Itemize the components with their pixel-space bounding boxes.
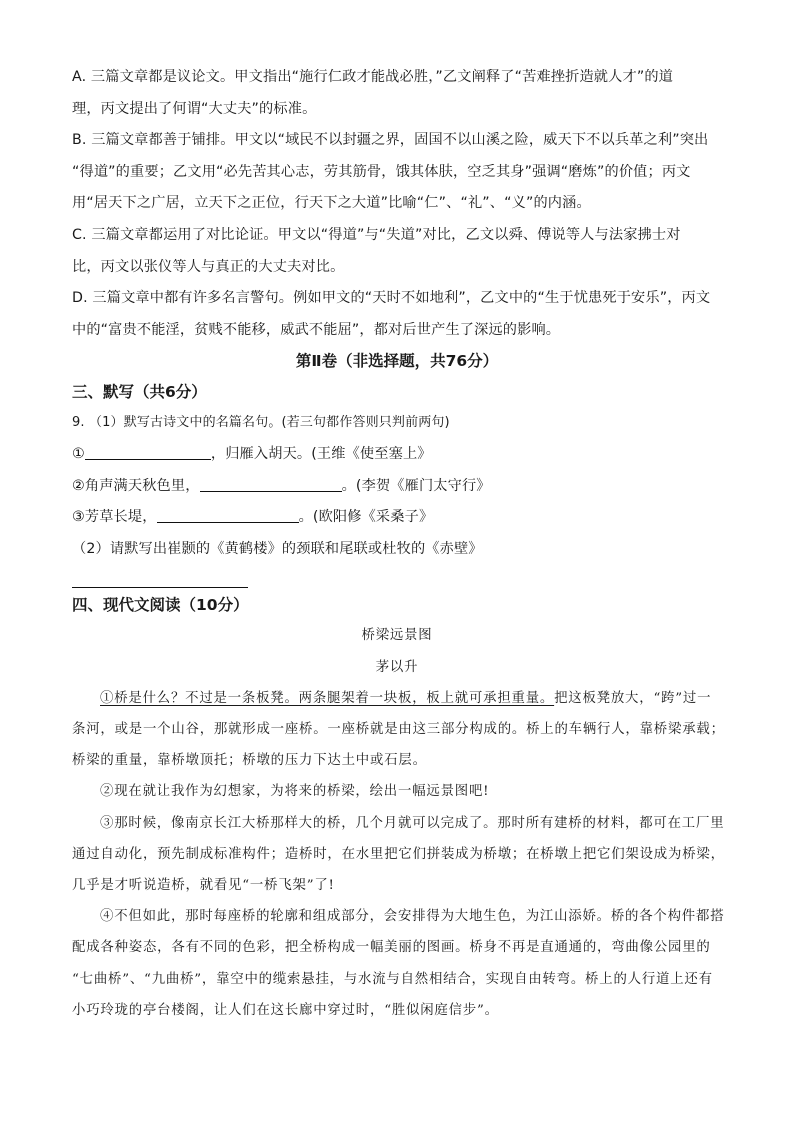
answer-line[interactable] — [72, 587, 248, 588]
option-b-line-1: B. 三篇文章都善于铺排。甲文以“域民不以封疆之界，固国不以山溪之险，威天下不以兵革之利”突出 — [72, 132, 709, 149]
option-b-line-3: 用“居天下之广居，立天下之正位，行天下之大道”比喻“仁”、“礼”、“义”的内涵。 — [72, 195, 591, 212]
paragraph-4-line-2: 配成各种姿态，各有不同的色彩，把全桥构成一幅美丽的图画。桥身不再是直通通的，弯曲像公园里的 — [72, 940, 711, 956]
paragraph-2: ②现在就让我作为幻想家，为将来的桥梁，绘出一幅远景图吧! — [100, 784, 490, 800]
question-9-part-2: （2）请默写出崔颢的《黄鹤楼》的颈联和尾联或杜牧的《赤壁》 — [72, 540, 483, 557]
part-two-title: 第Ⅱ卷（非选择题，共76分） — [295, 352, 499, 371]
option-d-line-2: 中的“富贵不能淫，贫贱不能移，威武不能屈”，都对后世产生了深远的影响。 — [72, 321, 561, 338]
paragraph-1-line-1 — [72, 683, 722, 714]
recitation-item-2 — [72, 471, 722, 503]
paragraph-1-line-3: 桥梁的重量，靠桥墩顶托；桥墩的压力下达土中或石层。 — [72, 753, 427, 769]
article-author: 茅以升 — [375, 659, 419, 675]
article-title: 桥梁远景图 — [361, 628, 433, 644]
option-d-line-1: D. 三篇文章中都有许多名言警句。例如甲文的“天时不如地利”，乙文中的“生于忧患死于安乐”，丙文 — [72, 290, 711, 307]
item-2-prefix: ②角声满天秋色里， — [72, 477, 200, 494]
paragraph-3-line-1: ③那时候，像南京长江大桥那样大的桥，几个月就可以完成了。那时所有建桥的材料，都可在工厂里 — [100, 815, 725, 831]
item-3-suffix: 。(欧阳修《采桑子》 — [298, 509, 434, 526]
paragraph-4-line-1: ④不但如此，那时每座桥的轮廓和组成部分，会安排得为大地生色，为江山添娇。桥的各个构件都搭 — [100, 909, 725, 925]
paragraph-1-line-2: 条河，或是一个山谷，那就形成一座桥。一座桥就是由这三部分构成的。桥上的车辆行人，靠桥梁承载； — [72, 721, 725, 737]
paragraph-4-line-4: 小巧玲珑的亭台楼阁，让人们在这长廊中穿过时，“胜似闲庭信步”。 — [72, 1002, 499, 1018]
item-2-suffix: 。(李贺《雁门太守行》 — [341, 477, 491, 494]
option-a-line-2: 理，丙文提出了何谓“大丈夫”的标准。 — [72, 100, 317, 117]
option-a-line-1: A. 三篇文章都是议论文。甲文指出“施行仁政才能战必胜，”乙文阐释了“苦难挫折造就人才”的道 — [72, 69, 673, 85]
answer-blank-2[interactable] — [200, 475, 342, 492]
option-b-line-2: “得道”的重要；乙文用“必先苦其心志，劳其筋骨，饿其体肤，空乏其身”强调“磨炼”的价值；丙文 — [72, 163, 691, 180]
recitation-item-1 — [72, 439, 722, 471]
paragraph-3-line-2: 通过自动化，预先制成标准构件；造桥时，在水里把它们拼装成为桥墩；在桥墩上把它们架设成为桥梁， — [72, 846, 725, 862]
item-3-prefix: ③芳草长堤， — [72, 509, 157, 526]
item-1-prefix: ① — [72, 445, 85, 462]
underlined-sentence: ①桥是什么？不过是一条板凳。两条腿架着一块板，板上就可承担重量。 — [100, 690, 555, 706]
section-4-title: 四、现代文阅读（10分） — [72, 596, 249, 615]
question-9-intro: 9. （1）默写古诗文中的名篇名句。(若三句都作答则只判前两句) — [72, 415, 450, 431]
exam-page — [72, 62, 725, 1026]
option-c-line-1: C. 三篇文章都运用了对比论证。甲文以“得道”与“失道”对比，乙文以舜、傅说等人与法家拂士对 — [72, 226, 681, 243]
option-c-line-2: 比，丙文以张仪等人与真正的大丈夫对比。 — [72, 258, 345, 275]
answer-blank-3[interactable] — [157, 506, 299, 523]
answer-blank-1[interactable] — [85, 443, 211, 460]
item-1-suffix: ，归雁入胡天。(王维《使至塞上》 — [210, 445, 432, 462]
paragraph-1-rest: 把这板凳放大，“跨”过一 — [554, 690, 712, 706]
paragraph-4-line-3: “七曲桥”、“九曲桥”，靠空中的缆索悬挂，与水流与自然相结合，实现自由转弯。桥上的人行道上还有 — [72, 971, 713, 987]
paragraph-3-line-3: 几乎是才听说造桥，就看见“一桥飞架”了! — [72, 877, 335, 893]
section-3-title: 三、默写（共6分） — [72, 383, 207, 402]
recitation-item-3 — [72, 502, 722, 534]
